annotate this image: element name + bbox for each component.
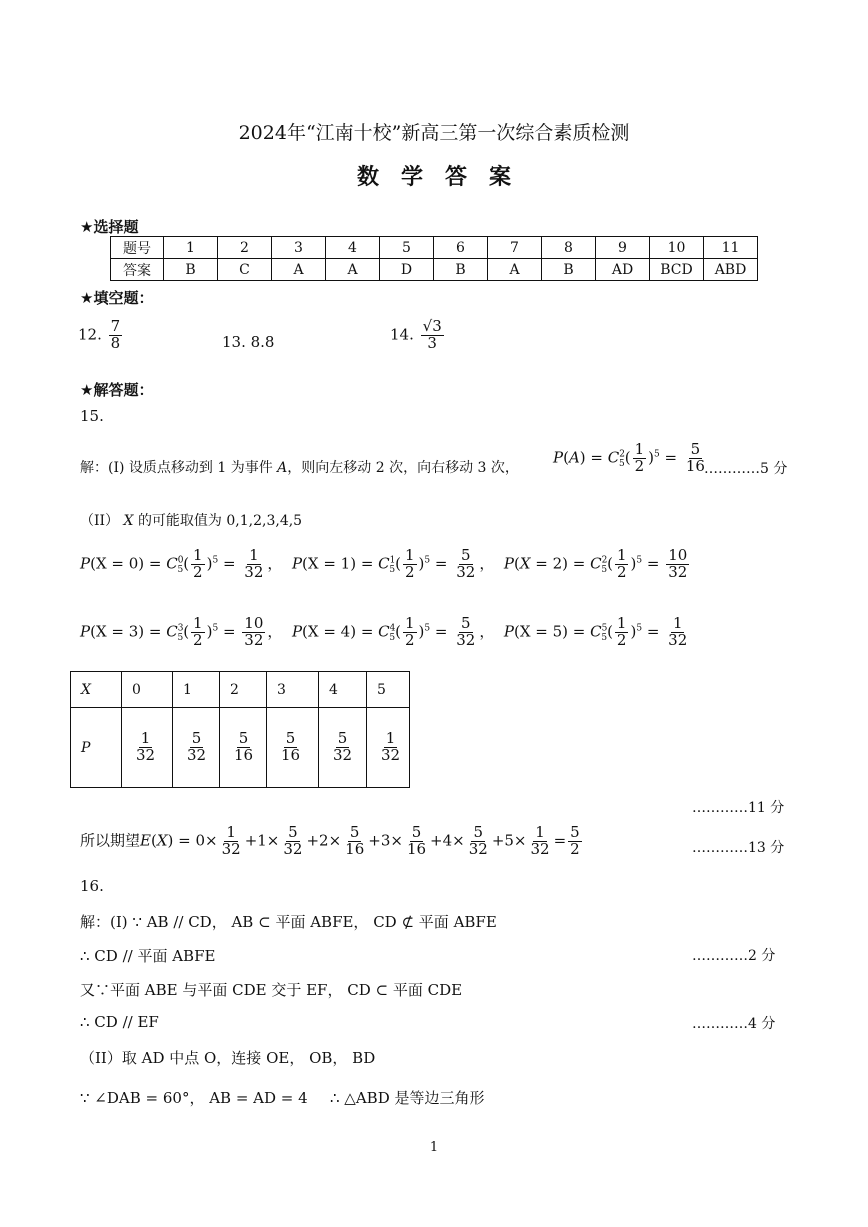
dist-p-cell: $\frac{5}{16}$ bbox=[220, 708, 267, 788]
answer-table-answer: C bbox=[218, 259, 272, 281]
q15-expect-text: 所以期望 bbox=[80, 831, 141, 850]
dist-p-cell: $\frac{5}{32}$ bbox=[173, 708, 220, 788]
q16-line4: ∴ CD // EF bbox=[80, 1013, 159, 1031]
dist-x-value: 4 bbox=[319, 672, 367, 708]
fill-answer-14 bbox=[390, 319, 446, 352]
answer-table-number: 1 bbox=[164, 237, 218, 259]
q16-line2: ∴ CD // 平面 ABFE bbox=[80, 947, 216, 965]
dist-x-value: 1 bbox=[173, 672, 220, 708]
answer-table-answer: A bbox=[326, 259, 380, 281]
q16-line5: （II）取 AD 中点 O，连接 OE， OB， BD bbox=[80, 1049, 376, 1067]
dist-p-cell: $\frac{5}{32}$ bbox=[319, 708, 367, 788]
answer-table-answer: D bbox=[380, 259, 434, 281]
q16-score-4: …………4 分 bbox=[692, 1016, 776, 1032]
answer-table-answer: A bbox=[272, 259, 326, 281]
fill-answer-12 bbox=[78, 319, 124, 352]
document-title: 2024年“江南十校”新高三第一次综合素质检测 bbox=[238, 122, 630, 144]
answer-table-number: 9 bbox=[596, 237, 650, 259]
q15-formula-row2: $P(X = 3) = C^3_5$( $\frac{1}{2}$ )$^5$ = $\frac{10}{32}$ ， $P(X = 4) = C^4_5$( $\frac{1}{2}$ )$^5$ = $\frac{5}{32}$ ， $P(X = 5) = C^5_5$( $\frac{1}{2}$ )$^5$ = $\frac{1}{32}$ bbox=[80, 614, 688, 649]
answer-table bbox=[110, 236, 758, 281]
answer-table-answer: B bbox=[542, 259, 596, 281]
q15-part2 bbox=[80, 510, 302, 530]
q15-formula-pa: $P(A) = C^2_5$( $\frac{1}{2}$ )$^5$ = $\frac{5}{16}$ bbox=[553, 440, 705, 475]
fill-14-fraction bbox=[421, 319, 444, 352]
answer-table-number: 10 bbox=[650, 237, 704, 259]
q15-score-5: …………5 分 bbox=[704, 461, 788, 477]
q16-line6: ∵ ∠DAB = 60°， AB = AD = 4 bbox=[80, 1089, 308, 1107]
page-number: 1 bbox=[429, 1140, 439, 1155]
fill-14-label: 14. bbox=[390, 325, 414, 344]
section-solve: ★解答题： bbox=[80, 381, 154, 399]
q15-score-11: …………11 分 bbox=[692, 800, 785, 816]
document-subtitle: 数学答案 bbox=[356, 164, 533, 190]
answer-table-answer: BCD bbox=[650, 259, 704, 281]
dist-x-value: 3 bbox=[267, 672, 319, 708]
q15-part2-text2: 的可能取值为 0,1,2,3,4,5 bbox=[137, 513, 303, 529]
answer-table-number: 7 bbox=[488, 237, 542, 259]
dist-p-cell: $\frac{5}{16}$ bbox=[267, 708, 319, 788]
fill-answer-13: 13. 8.8 bbox=[222, 333, 275, 351]
answer-table-number: 6 bbox=[434, 237, 488, 259]
answer-table-number: 2 bbox=[218, 237, 272, 259]
answer-table-number: 4 bbox=[326, 237, 380, 259]
answer-table-number: 5 bbox=[380, 237, 434, 259]
q16-score-2: …………2 分 bbox=[692, 948, 776, 964]
answer-table-answer: B bbox=[434, 259, 488, 281]
q16-label: 16. bbox=[80, 877, 104, 895]
dist-row-p bbox=[71, 708, 410, 788]
section-fill: ★填空题： bbox=[80, 289, 154, 307]
distribution-table bbox=[70, 671, 410, 788]
q15-score-13: …………13 分 bbox=[692, 840, 785, 856]
section-choice: ★选择题 bbox=[80, 218, 139, 236]
dist-x-value: 0 bbox=[122, 672, 173, 708]
fill-14-numerator: √3 bbox=[422, 317, 442, 335]
answer-table-number: 11 bbox=[704, 237, 758, 259]
dist-row-x bbox=[71, 672, 410, 708]
answer-table-header-row bbox=[111, 237, 758, 259]
answer-table-answer: ABD bbox=[704, 259, 758, 281]
q15-event: A bbox=[277, 460, 288, 476]
fill-12-denominator: 8 bbox=[110, 333, 121, 352]
dist-x-label: X bbox=[71, 672, 122, 708]
answer-table-answer: AD bbox=[596, 259, 650, 281]
q15-var-x: X bbox=[123, 513, 134, 529]
q15-part1 bbox=[80, 457, 519, 477]
q15-expectation: 所以期望E(X) = 0× $\frac{1}{32}$ +1× $\frac{5}{32}$ +2× $\frac{5}{16}$ +3× $\frac{5}{16}$ +4× $\frac{5}{32}$ +5× $\frac{1}{32}$ = $\frac{5}{2}$ bbox=[80, 823, 580, 858]
dist-p-label: P bbox=[71, 708, 122, 788]
fill-12-numerator: 7 bbox=[110, 317, 121, 335]
q15-part1-text: 解：(I) 设质点移动到 1 为事件 bbox=[80, 460, 273, 476]
q15-part2-text: （II） bbox=[80, 513, 120, 529]
answer-table-answer-row bbox=[111, 259, 758, 281]
answer-table-answer-label: 答案 bbox=[111, 259, 164, 281]
fill-12-fraction bbox=[109, 319, 123, 352]
q16-line1: 解：(I) ∵ AB // CD， AB ⊂ 平面 ABFE， CD ⊄ 平面 ABFE bbox=[80, 913, 497, 931]
dist-p-cell: $\frac{1}{32}$ bbox=[122, 708, 173, 788]
answer-table-answer: B bbox=[164, 259, 218, 281]
answer-table-number: 8 bbox=[542, 237, 596, 259]
answer-table-header-label: 题号 bbox=[111, 237, 164, 259]
answer-table-number: 3 bbox=[272, 237, 326, 259]
q16-line3: 又∵平面 ABE 与平面 CDE 交于 EF， CD ⊂ 平面 CDE bbox=[80, 981, 463, 999]
q15-part1-text2: ，则向左移动 2 次，向右移动 3 次， bbox=[287, 460, 519, 476]
q16-line6b: ∴ △ABD 是等边三角形 bbox=[330, 1089, 485, 1107]
dist-p-cell: $\frac{1}{32}$ bbox=[367, 708, 410, 788]
dist-x-value: 2 bbox=[220, 672, 267, 708]
fill-12-label: 12. bbox=[78, 325, 102, 344]
answer-table-answer: A bbox=[488, 259, 542, 281]
dist-x-value: 5 bbox=[367, 672, 410, 708]
q15-label: 15. bbox=[80, 407, 104, 425]
fill-14-denominator: 3 bbox=[427, 333, 437, 352]
q15-formula-row1: $P(X = 0) = C^0_5$( $\frac{1}{2}$ )$^5$ = $\frac{1}{32}$ ， $P(X = 1) = C^1_5$( $\frac{1}{2}$ )$^5$ = $\frac{5}{32}$ ， $P(X = 2) = C^2_5$( $\frac{1}{2}$ )$^5$ = $\frac{10}{32}$ bbox=[80, 546, 688, 581]
